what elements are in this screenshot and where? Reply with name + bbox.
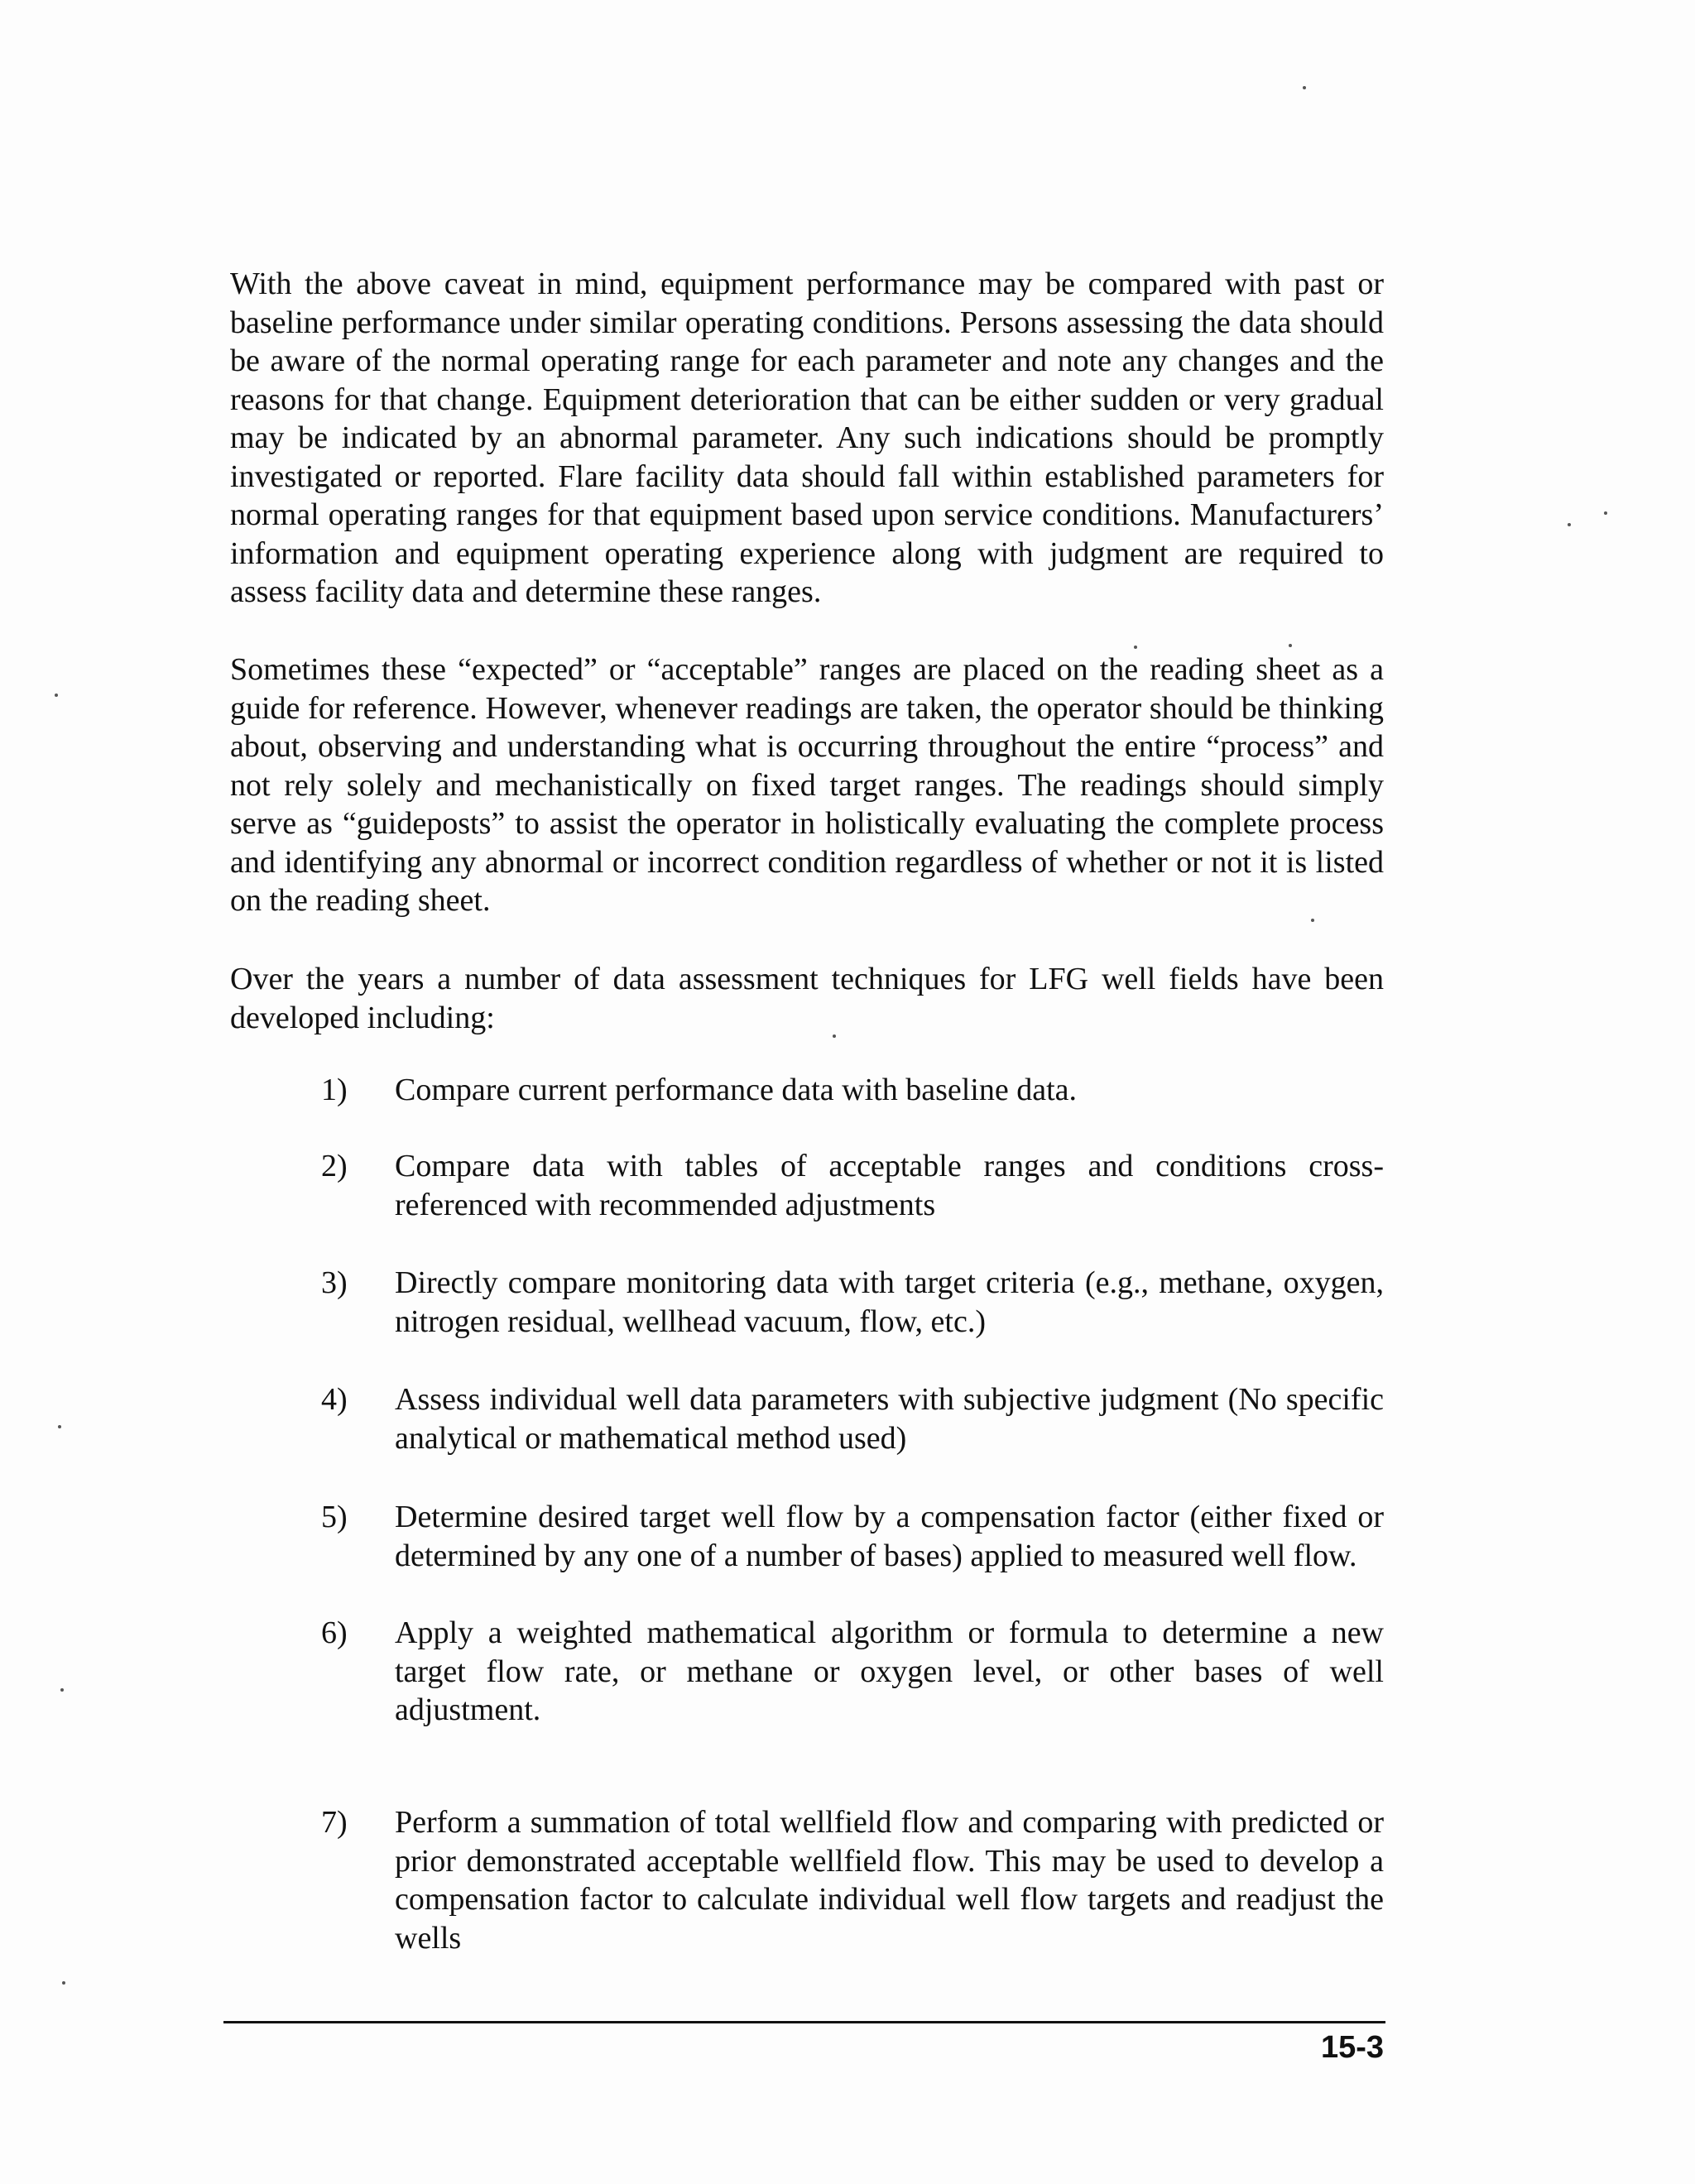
scan-speck [60, 1688, 64, 1692]
list-item-text: Directly compare monitoring data with target criteria (e.g., methane, oxygen, nitrogen residual, wellhead vacuum, flow, etc.) [395, 1265, 1384, 1339]
scan-speck [1568, 523, 1571, 526]
scan-speck [62, 1981, 65, 1985]
scan-speck [58, 1425, 61, 1428]
list-item-number: 4) [321, 1382, 348, 1417]
page-number: 15-3 [1320, 2030, 1384, 2065]
paragraph-assessment-techniques-intro: Over the years a number of data assessment techniques for LFG well fields have been developed including: [230, 962, 1384, 1035]
scan-speck [833, 1034, 836, 1038]
list-item-text: Determine desired target well flow by a compensation factor (either fixed or determined by any one of a number of bases) applied to measured well flow. [395, 1500, 1384, 1573]
scan-speck [1289, 644, 1292, 647]
list-item-text: Compare data with tables of acceptable ranges and conditions cross-referenced with recommended adjustments [395, 1149, 1384, 1222]
scan-speck [1311, 919, 1314, 922]
paragraph-expected-ranges: Sometimes these “expected” or “acceptable” ranges are placed on the reading sheet as a guide for reference. However, whenever readings are taken, the operator should be thinking about, observing and understanding what is occurring throughout the entire “process” and not rely solely and mechanistically on fixed target ranges. The readings should simply serve as “guideposts” to assist the operator in holistically evaluating the complete process and identifying any abnormal or incorrect condition regardless of whether or not it is listed on the reading sheet. [230, 652, 1384, 918]
list-item-number: 1) [321, 1073, 348, 1107]
scan-speck [1134, 646, 1137, 649]
scan-speck [1303, 86, 1306, 89]
list-item-number: 3) [321, 1265, 348, 1300]
list-item-number: 7) [321, 1805, 348, 1840]
scan-speck [55, 694, 58, 697]
scan-speck [1604, 511, 1607, 515]
footer-divider [223, 2021, 1385, 2023]
list-item-text: Compare current performance data with baseline data. [395, 1073, 1078, 1107]
list-item-text: Assess individual well data parameters with subjective judgment (No specific analytical or mathematical method used) [395, 1382, 1384, 1456]
list-item-number: 5) [321, 1500, 348, 1534]
list-item-text: Perform a summation of total wellfield flow and comparing with predicted or prior demonstrated acceptable wellfield flow. This may be used to develop a compensation factor to calculate individual well flow targets and readjust the wells [395, 1805, 1384, 1956]
list-item-number: 6) [321, 1615, 348, 1650]
list-item-text: Apply a weighted mathematical algorithm or formula to determine a new target flow rate, or methane or oxygen level, or other bases of well adjustment. [395, 1615, 1384, 1727]
list-item-number: 2) [321, 1149, 348, 1183]
paragraph-performance-comparison: With the above caveat in mind, equipment performance may be compared with past or baseline performance under similar operating conditions. Persons assessing the data should be aware of the normal operating range for each parameter and note any changes and the reasons for that change. Equipment deterioration that can be either sudden or very gradual may be indicated by an abnormal parameter. Any such indications should be promptly investigated or reported. Flare facility data should fall within established parameters for normal operating ranges for that equipment based upon service conditions. Manufacturers’ information and equipment operating experience along with judgment are required to assess facility data and determine these ranges. [230, 266, 1384, 609]
